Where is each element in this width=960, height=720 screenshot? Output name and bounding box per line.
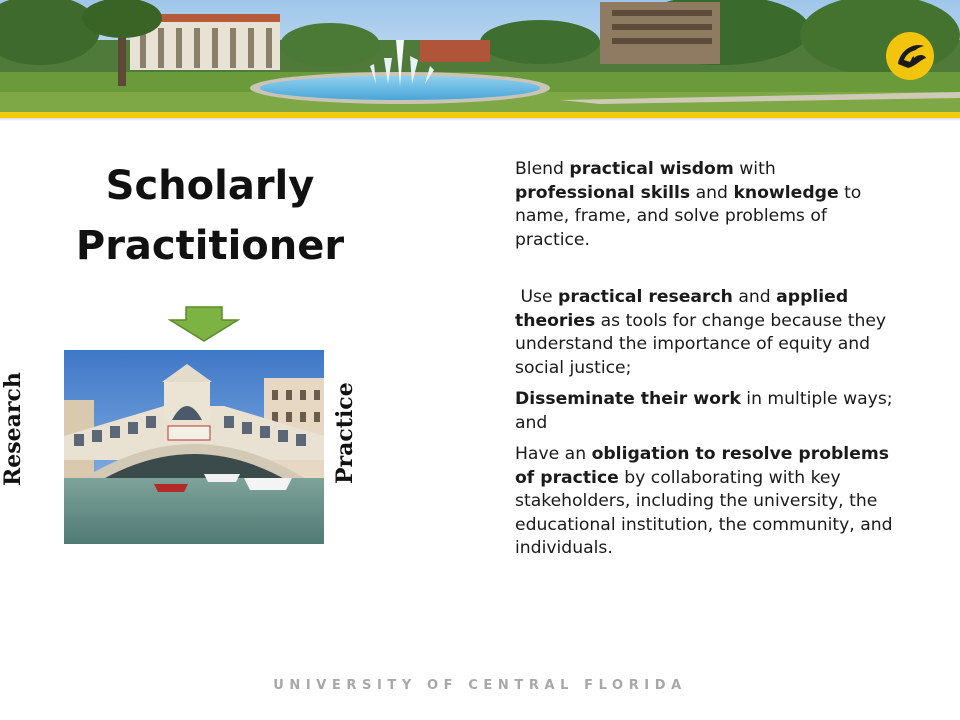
text-run: by collaborating with key stakeholders, including the university, the educational institution, the community, and individuals. (515, 467, 893, 558)
text-run: Have an (515, 444, 592, 464)
text-run: as tools for change because they understand the importance of equity and social justice; (515, 310, 887, 378)
research-label: Research (0, 372, 26, 486)
bold-run: knowledge (733, 182, 839, 203)
footer-university-name: UNIVERSITY OF CENTRAL FLORIDA (273, 678, 687, 693)
text-run: with (733, 159, 776, 179)
paragraph-2 (515, 286, 895, 380)
paragraph-1 (515, 158, 895, 252)
ucf-pegasus-logo (884, 30, 936, 82)
bold-run: applied theories (515, 287, 849, 331)
bold-run: practical wisdom (569, 159, 734, 179)
text-run: Blend (515, 159, 570, 179)
paragraph-3 (515, 388, 895, 435)
text-run: to name, frame, and solve problems of practice. (515, 182, 862, 250)
title-line-2: Practitioner (75, 223, 345, 269)
bold-run: obligation to resolve problems of practice (515, 444, 889, 488)
text-run: in multiple ways; and (515, 389, 893, 433)
bold-run: practical research (558, 287, 733, 307)
bridge-photo (64, 350, 324, 544)
body-text (515, 158, 895, 561)
text-run: Use (515, 287, 559, 307)
practice-label: Practice (332, 382, 358, 484)
slide-title (60, 156, 360, 276)
title-line-1: Scholarly (105, 163, 315, 209)
paragraph-4 (515, 443, 895, 561)
bold-run: Disseminate their work (515, 389, 741, 409)
header-banner-photo (0, 0, 960, 112)
text-run: and (732, 287, 777, 307)
text-run: and (690, 182, 734, 203)
bold-run: professional skills (515, 182, 691, 203)
divider-shadow (0, 118, 960, 121)
down-arrow-icon (168, 306, 240, 342)
